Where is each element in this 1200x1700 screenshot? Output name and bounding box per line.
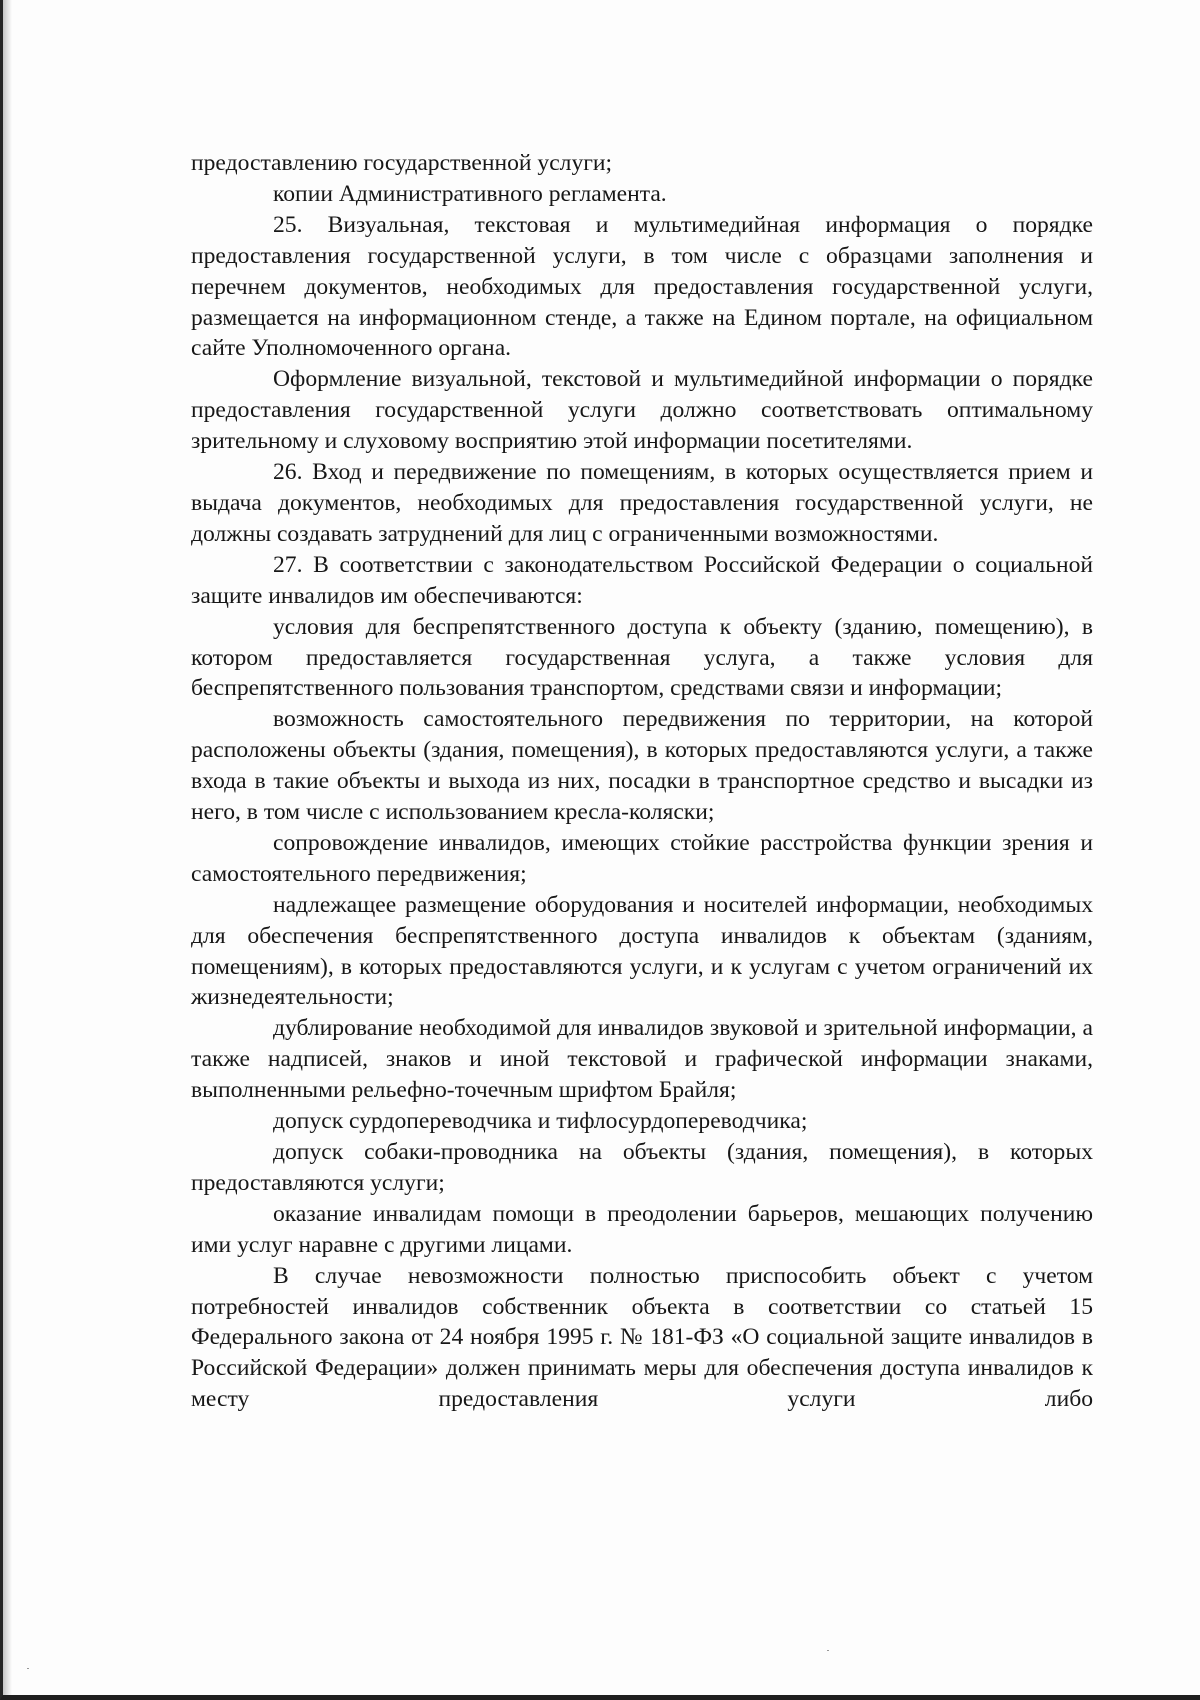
paragraph-continuation: предоставлению государственной услуги;: [191, 150, 613, 176]
paragraph-independent-movement: возможность самостоятельного передвижения по территории, на которой расположены объекты (здания, помещения), в которых предоставляются услуги, а также входа в такие объекты и выхода из них, посадки в транспортное средство и высадки из него, в том числе с использованием кресла-коляски;: [191, 706, 1093, 826]
paragraph-owner-measures: В случае невозможности полностью приспособить объект с учетом потребностей инвалидов собственник объекта в соответствии со статьей 15 Федерального закона от 24 ноября 1995 г. № 181-ФЗ «О социальной защите инвалидов в Российской Федерации» должен принимать меры для обеспечения доступа инвалидов к месту предоставления услуги либо: [191, 1262, 1093, 1413]
paragraph-escort: сопровождение инвалидов, имеющих стойкие расстройства функции зрения и самостоятельного передвижения;: [191, 829, 1093, 887]
paragraph-regulation-copies: копии Административного регламента.: [273, 180, 667, 207]
paragraph-25: 25. Визуальная, текстовая и мультимедийная информация о порядке предоставления государственной услуги, в том числе с образцами заполнения и перечнем документов, необходимых для предоставления государственной услуги, размещается на информационном стенде, а также на Едином портале, на официальном сайте Уполномоченного органа.: [191, 211, 1093, 362]
scan-speck: [827, 1650, 829, 1651]
scan-speck: [27, 1668, 29, 1669]
paragraph-braille-duplication: дублирование необходимой для инвалидов звуковой и зрительной информации, а также надписей, знаков и иной текстовой и графической информации знаками, выполненными рельефно-точечным шрифтом Брайля;: [191, 1015, 1093, 1104]
paragraph-barrier-assistance: оказание инвалидам помощи в преодолении барьеров, мешающих получению ими услуг наравне с другими лицами.: [191, 1200, 1093, 1258]
paragraph-interpreter-access: допуск сурдопереводчика и тифлосурдопереводчика;: [273, 1108, 808, 1135]
paragraph-26: 26. Вход и передвижение по помещениям, в которых осуществляется прием и выдача документов, необходимых для предоставления государственной услуги, не должны создавать затруднений для лиц с ограниченными возможностями.: [191, 459, 1093, 547]
paragraph-access-conditions: условия для беспрепятственного доступа к объекту (зданию, помещению), в котором предоставляется государственная услуга, а также условия для беспрепятственного пользования транспортом, средствами связи и информации;: [191, 613, 1093, 702]
paragraph-equipment-placement: надлежащее размещение оборудования и носителей информации, необходимых для обеспечения беспрепятственного доступа инвалидов к объектам (зданиям, помещениям), в которых предоставляются услуги, и к услугам с учетом ограничений их жизнедеятельности;: [191, 891, 1093, 1011]
document-body: [191, 148, 1093, 1415]
paragraph-info-design: Оформление визуальной, текстовой и мультимедийной информации о порядке предоставления государственной услуги должно соответствовать оптимальному зрительному и слуховому восприятию этой информации посетителями.: [191, 366, 1093, 455]
paragraph-27: 27. В соответствии с законодательством Российской Федерации о социальной защите инвалидов им обеспечиваются:: [191, 551, 1093, 609]
paragraph-guide-dog-access: допуск собаки-проводника на объекты (здания, помещения), в которых предоставляются услуги;: [191, 1139, 1093, 1196]
scan-edge-shadow: [3, 0, 12, 1700]
